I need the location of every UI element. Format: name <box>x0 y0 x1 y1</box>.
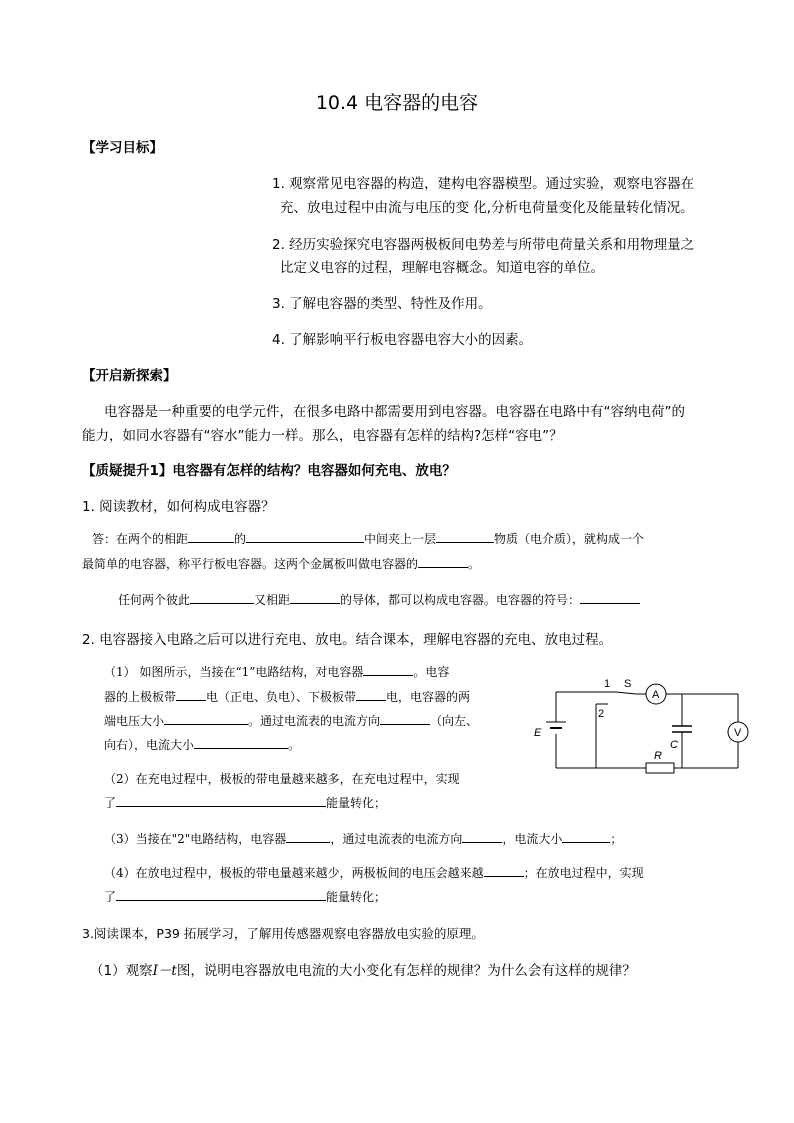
q2-p1-l2-b: 电（正电、负电）、下极板带 <box>206 690 357 704</box>
q2-p4-l2-b: 能量转化； <box>326 890 387 904</box>
explore-heading: 【开启新探索】 <box>82 368 177 384</box>
blank[interactable] <box>188 530 234 543</box>
q2-p2-l2-a: 了 <box>104 796 117 810</box>
q2-p2-line-2 <box>104 794 386 811</box>
q1-ans-b: 的 <box>234 532 247 546</box>
q2-p1-l4-a: 向右），电流大小 <box>104 738 195 752</box>
q1-any-b: 又相距 <box>254 593 291 607</box>
label-2: 2 <box>598 708 605 720</box>
blank[interactable] <box>176 688 206 701</box>
q1-answer-line-2 <box>82 555 480 572</box>
q2-p1-l3-a: 端电压大小 <box>104 714 165 728</box>
goals-heading: 【学习目标】 <box>82 140 163 156</box>
blank[interactable] <box>246 530 364 543</box>
q2-p1-l1-a: （1） 如图所示，当接在“1”电路结构，对电容器 <box>104 665 364 679</box>
blank[interactable] <box>380 712 430 725</box>
blank[interactable] <box>363 663 413 676</box>
explore-para-line-1: 电容器是一种重要的电学元件，在很多电路中都需要用到电容器。电容器在电路中有“容纳电荷”的 <box>104 404 685 420</box>
q2-p3-a: （3）当接在"2"电路结构，电容器 <box>104 832 287 846</box>
label-e: E <box>534 727 542 739</box>
blank[interactable] <box>580 591 640 604</box>
q2-p3-b: ，通过电流表的电流方向 <box>330 832 463 846</box>
blank[interactable] <box>562 830 610 843</box>
q2-p1-l3-b: 。通过电流表的电流方向 <box>248 714 381 728</box>
q1-answer-line-1 <box>92 530 644 547</box>
blank[interactable] <box>418 555 468 568</box>
label-r: R <box>654 750 662 762</box>
q1-any-line <box>118 591 640 608</box>
q1-read: 1. 阅读教材，如何构成电容器？ <box>82 499 275 515</box>
blank[interactable] <box>194 736 288 749</box>
q2-p4-line-1 <box>104 864 644 881</box>
q1-ans-d: 物质（电介质），就构成一个 <box>494 532 645 546</box>
q1-ans-c: 中间夹上一层 <box>364 532 437 546</box>
blank[interactable] <box>116 794 326 807</box>
blank[interactable] <box>356 688 386 701</box>
q2-p1-l1-b: 。电容 <box>413 665 450 679</box>
q2-p4-l2-a: 了 <box>104 890 117 904</box>
goal-2-line-1: 2. 经历实验探究电容器两极板间电势差与所带电荷量关系和用物理量之 <box>272 237 695 253</box>
q2-p1-l3-c: （向左、 <box>430 714 479 728</box>
circuit-diagram <box>530 676 760 776</box>
q2-p1-line-3 <box>104 712 478 729</box>
q2-p1-line-1 <box>104 663 449 680</box>
q2-p3-line <box>104 830 622 847</box>
blank[interactable] <box>484 864 524 877</box>
goal-1-line-1: 1. 观察常见电容器的构造，建构电容器模型。通过实验，观察电容器在 <box>272 176 695 192</box>
q3-sub1-a: （1）观察 <box>90 963 153 979</box>
blank[interactable] <box>164 712 248 725</box>
q2-p4-l1-b: ；在放电过程中，实现 <box>523 866 644 880</box>
q1-ans2-b: 。 <box>468 557 481 571</box>
q3-sub-1 <box>90 959 636 979</box>
q2-p1-line-4 <box>104 736 300 753</box>
goal-1-line-2: 充、放电过程中由流与电压的变 化,分析电荷量变化及能量转化情况。 <box>280 200 694 216</box>
q2-intro: 2. 电容器接入电路之后可以进行充电、放电。结合课本，理解电容器的充电、放电过程。 <box>82 632 613 648</box>
switch-blade <box>616 692 636 694</box>
q3-sub1-b: 图，说明电容器放电电流的大小变化有怎样的规律？为什么会有这样的规律？ <box>176 963 636 979</box>
q2-p2-line-1: （2）在充电过程中，极板的带电量越来越多，在充电过程中，实现 <box>104 772 460 786</box>
q1-ans2-a: 最简单的电容器，称平行板电容器。这两个金属板叫做电容器的 <box>82 557 419 571</box>
q1-any-a: 任何两个彼此 <box>118 593 191 607</box>
blank[interactable] <box>290 591 340 604</box>
goal-4: 4. 了解影响平行板电容器电容大小的因素。 <box>272 332 533 348</box>
label-v: V <box>734 727 742 739</box>
label-a: A <box>652 689 660 701</box>
q2-p2-l2-b: 能量转化； <box>326 796 387 810</box>
explore-para-line-2: 能力，如同水容器有“容水”能力一样。那么，电容器有怎样的结构?怎样“容电”？ <box>82 428 563 444</box>
q1-heading: 【质疑提升1】电容器有怎样的结构？电容器如何充电、放电？ <box>82 463 456 479</box>
q3-intro: 3.阅读课本，P39 拓展学习，了解用传感器观察电容器放电实验的原理。 <box>82 926 484 941</box>
goal-2-line-2: 比定义电容的过程，理解电容概念。知道电容的单位。 <box>280 260 604 276</box>
blank[interactable] <box>116 888 326 901</box>
page-title: 10.4 电容器的电容 <box>315 92 479 114</box>
q2-p1-l2-c: 电，电容器的两 <box>386 690 471 704</box>
q1-any-c: 的导体，都可以构成电容器。电容器的符号： <box>340 593 581 607</box>
q2-p1-l2-a: 器的上极板带 <box>104 690 177 704</box>
label-1: 1 <box>604 678 611 690</box>
blank[interactable] <box>462 830 502 843</box>
q2-p1-l4-b: 。 <box>288 738 301 752</box>
label-s: S <box>624 678 632 690</box>
resistor-r <box>646 763 674 773</box>
blank[interactable] <box>436 530 494 543</box>
goal-3: 3. 了解电容器的类型、特性及作用。 <box>272 296 492 312</box>
blank[interactable] <box>286 830 330 843</box>
q2-p4-l1-a: （4）在放电过程中，极板的带电量越来越少，两极板间的电压会越来越 <box>104 866 484 880</box>
q2-p3-c: ，电流大小 <box>502 832 563 846</box>
q1-ans-a: 答：在两个的相距 <box>92 532 189 546</box>
label-c: C <box>670 739 678 751</box>
q3-sub1-symbol: I－t <box>152 963 177 979</box>
q2-p3-d: ； <box>610 832 623 846</box>
blank[interactable] <box>190 591 254 604</box>
q2-p4-line-2 <box>104 888 386 905</box>
q2-p1-line-2 <box>104 688 470 705</box>
